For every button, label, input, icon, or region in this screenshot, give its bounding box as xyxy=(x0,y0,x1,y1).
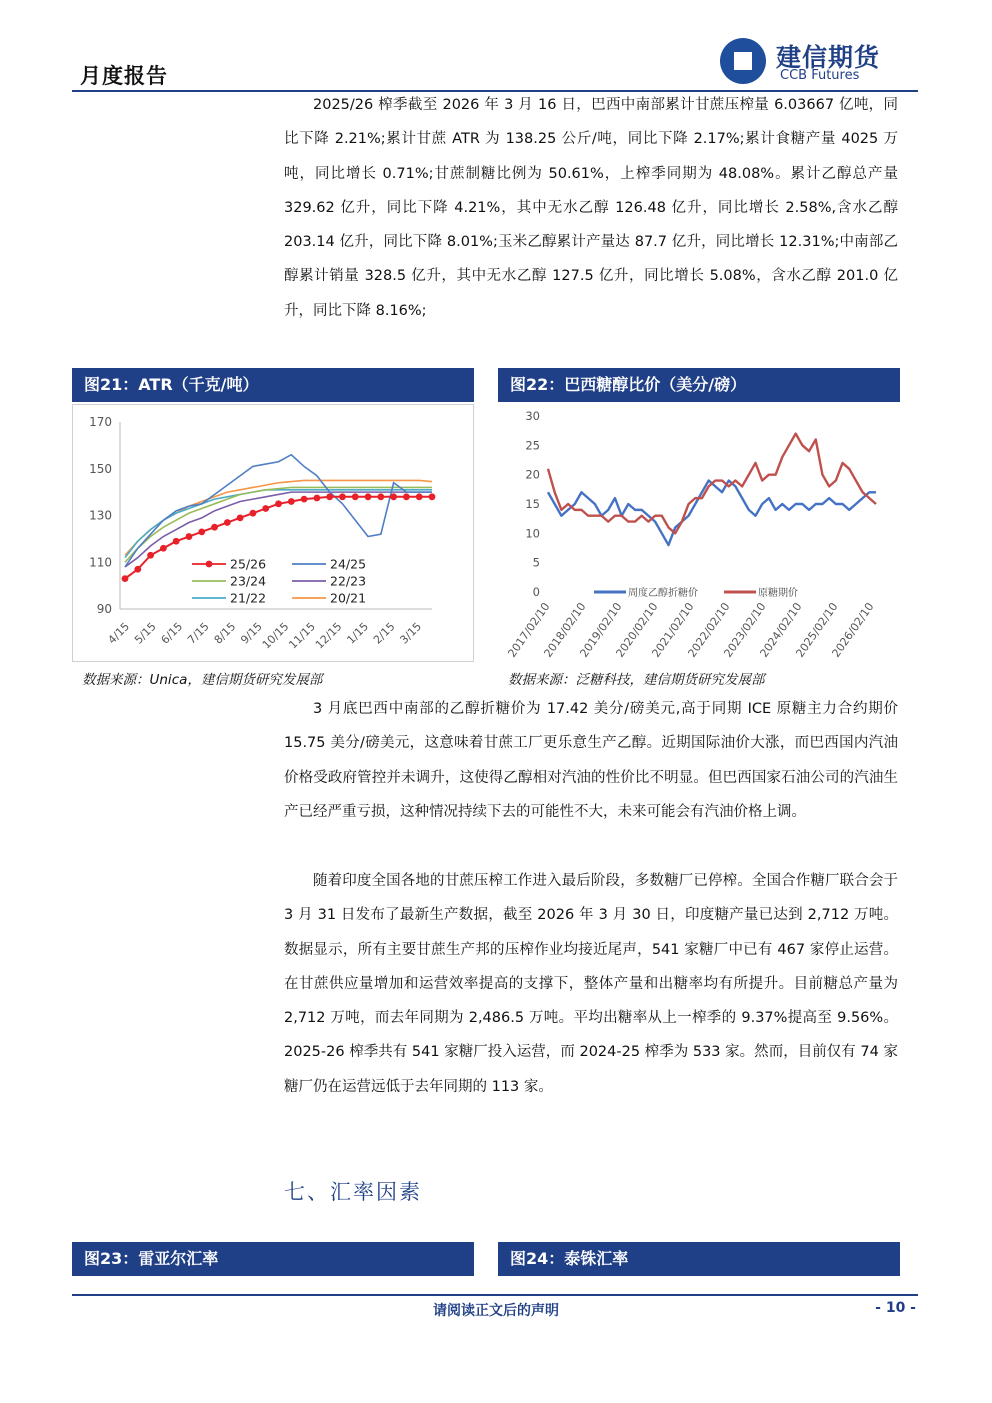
x-tick-label: 2024/02/10 xyxy=(757,600,805,660)
y-tick-label: 0 xyxy=(532,585,540,599)
series-point-25-26 xyxy=(365,493,372,500)
series-line xyxy=(548,481,876,546)
series-point-25-26 xyxy=(186,533,193,540)
legend-label: 24/25 xyxy=(330,556,367,572)
x-tick-label: 2/15 xyxy=(370,619,398,647)
y-tick-label: 170 xyxy=(89,415,112,429)
series-line-24-25 xyxy=(125,455,432,567)
company-logo xyxy=(720,36,920,88)
footer-disclaimer: 请阅读正文后的声明 xyxy=(433,1303,559,1319)
paragraph-brazil-crush: 2025/26 榨季截至 2026 年 3 月 16 日，巴西中南部累计甘蔗压榨量 6.03667 亿吨，同比下降 2.21%;累计甘蔗 ATR 为 138.25 公斤/吨，同比下降 2.17%;累计食糖产量 4025 万吨，同比增长 0.71%;甘蔗制糖比例为 50.61%，上榨季同期为 48.08%。累计乙醇总产量 329.62 亿升，同比下降 4.21%，其中无水乙醇 126.48 亿升，同比增长 2.58%,含水乙醇 203.14 亿升，同比下降 8.01%;玉米乙醇累计产量达 87.7 亿升，同比增长 12.31%;中南部乙醇累计销量 328.5 亿升，其中无水乙醇 127.5 亿升，同比增长 5.08%，含水乙醇 201.0 亿升，同比下降 8.16%; xyxy=(284,97,898,319)
series-point-25-26 xyxy=(147,552,154,559)
page-number: - 10 - xyxy=(875,1300,916,1316)
series-point-25-26 xyxy=(416,493,423,500)
y-tick-label: 15 xyxy=(525,497,540,511)
y-tick-label: 150 xyxy=(89,461,112,476)
x-tick-label: 2019/02/10 xyxy=(577,600,625,660)
x-tick-label: 2020/02/10 xyxy=(613,600,661,660)
x-tick-label: 9/15 xyxy=(238,619,265,647)
series-point-25-26 xyxy=(403,493,410,500)
series-point-25-26 xyxy=(377,493,384,500)
x-tick-label: 10/15 xyxy=(259,619,292,652)
x-tick-label: 7/15 xyxy=(185,619,212,647)
series-point-25-26 xyxy=(122,575,129,582)
legend-label: 20/21 xyxy=(330,590,367,606)
logo-english-name: CCB Futures xyxy=(780,68,860,83)
series-point-25-26 xyxy=(313,495,320,502)
x-tick-label: 4/15 xyxy=(105,619,133,647)
x-tick-label: 2022/02/10 xyxy=(685,600,733,660)
x-tick-label: 12/15 xyxy=(312,619,345,652)
series-line-25-26 xyxy=(125,497,432,579)
series-point-25-26 xyxy=(134,566,141,573)
series-point-25-26 xyxy=(198,528,205,535)
series-point-25-26 xyxy=(211,524,218,531)
legend-label: 22/23 xyxy=(330,573,367,589)
legend-label: 原糖期价 xyxy=(758,588,798,599)
legend-label: 23/24 xyxy=(230,573,267,589)
legend-marker xyxy=(206,561,213,568)
legend-label: 周度乙醇折糖价 xyxy=(628,588,698,599)
series-point-25-26 xyxy=(173,538,180,545)
figure-21-source: 数据来源：Unica，建信期货研究发展部 xyxy=(82,672,323,688)
logo-chinese-name: 建信期货 xyxy=(776,43,881,72)
x-tick-label: 2018/02/10 xyxy=(541,600,589,660)
x-tick-label: 2023/02/10 xyxy=(721,600,769,660)
series-point-25-26 xyxy=(275,500,282,507)
section-heading-fx: 七、汇率因素 xyxy=(284,1180,422,1204)
figure-24-title-bar: 图24：泰铢汇率 xyxy=(498,1242,900,1276)
y-tick-label: 5 xyxy=(532,555,540,570)
y-tick-label: 10 xyxy=(525,526,540,541)
series-point-25-26 xyxy=(224,519,231,526)
ccb-logo-icon xyxy=(720,38,766,84)
x-tick-label: 5/15 xyxy=(132,619,159,647)
series-point-25-26 xyxy=(326,493,333,500)
x-tick-label: 2025/02/10 xyxy=(793,600,841,660)
series-point-25-26 xyxy=(262,505,269,512)
figure-23-title-bar: 图23：雷亚尔汇率 xyxy=(72,1242,474,1276)
figure-21-title-bar: 图21：ATR（千克/吨） xyxy=(72,368,474,402)
x-tick-label: 2017/02/10 xyxy=(505,600,553,660)
series-line-23-24 xyxy=(125,487,432,562)
report-type-title: 月度报告 xyxy=(80,64,168,88)
series-point-25-26 xyxy=(390,493,397,500)
series-point-25-26 xyxy=(339,493,346,500)
sugar-ethanol-parity-chart xyxy=(498,404,900,662)
x-tick-label: 8/15 xyxy=(211,619,239,647)
series-point-25-26 xyxy=(288,498,295,505)
series-line xyxy=(548,434,876,534)
y-tick-label: 90 xyxy=(96,602,112,616)
figure-22-source: 数据来源：泛糖科技，建信期货研究发展部 xyxy=(508,672,765,688)
x-tick-label: 11/15 xyxy=(286,619,318,652)
paragraph-india-production: 随着印度全国各地的甘蔗压榨工作进入最后阶段，多数糖厂已停榨。全国合作糖厂联合会于 3 月 31 日发布了最新生产数据，截至 2026 年 3 月 30 日，印度糖产量已达到 2,712 万吨。数据显示，所有主要甘蔗生产邦的压榨作业均接近尾声，541 家糖厂中已有 467 家停止运营。在甘蔗供应量增加和运营效率提高的支撑下，整体产量和出糖率均有所提升。目前糖总产量为 2,712 万吨，而去年同期为 2,486.5 万吨。平均出糖率从上一榨季的 9.37%提高至 9.56%。2025-26 榨季共有 541 家糖厂投入运营，而 2024-25 榨季为 533 家。然而，目前仅有 74 家糖厂仍在运营远低于去年同期的 113 家。 xyxy=(284,873,898,1095)
series-point-25-26 xyxy=(160,545,167,552)
footer-divider xyxy=(72,1294,918,1296)
y-tick-label: 110 xyxy=(89,555,112,570)
y-tick-label: 25 xyxy=(525,438,540,453)
atr-line-chart xyxy=(72,404,474,662)
x-tick-label: 2021/02/10 xyxy=(649,600,697,660)
x-tick-label: 1/15 xyxy=(344,619,372,647)
series-point-25-26 xyxy=(237,514,244,521)
series-point-25-26 xyxy=(301,496,308,503)
paragraph-ethanol-parity: 3 月底巴西中南部的乙醇折糖价为 17.42 美分/磅美元,高于同期 ICE 原糖主力合约期价 15.75 美分/磅美元，这意味着甘蔗工厂更乐意生产乙醇。近期国际油价大涨，而巴西国内汽油价格受政府管控并未调升，这使得乙醇相对汽油的性价比不明显。但巴西国家石油公司的汽油生产已经严重亏损，这种情况持续下去的可能性不大，未来可能会有汽油价格上调。 xyxy=(284,701,898,820)
figure-22-title-bar: 图22：巴西糖醇比价（美分/磅） xyxy=(498,368,900,402)
legend-label: 25/26 xyxy=(230,556,267,572)
y-tick-label: 30 xyxy=(525,409,540,423)
x-tick-label: 6/15 xyxy=(158,619,186,647)
series-point-25-26 xyxy=(429,493,436,500)
y-tick-label: 130 xyxy=(89,508,112,523)
series-point-25-26 xyxy=(250,510,257,517)
series-point-25-26 xyxy=(352,493,359,500)
x-tick-label: 2026/02/10 xyxy=(829,600,877,660)
legend-label: 21/22 xyxy=(230,590,267,606)
x-tick-label: 3/15 xyxy=(397,619,425,647)
y-tick-label: 20 xyxy=(525,467,540,482)
